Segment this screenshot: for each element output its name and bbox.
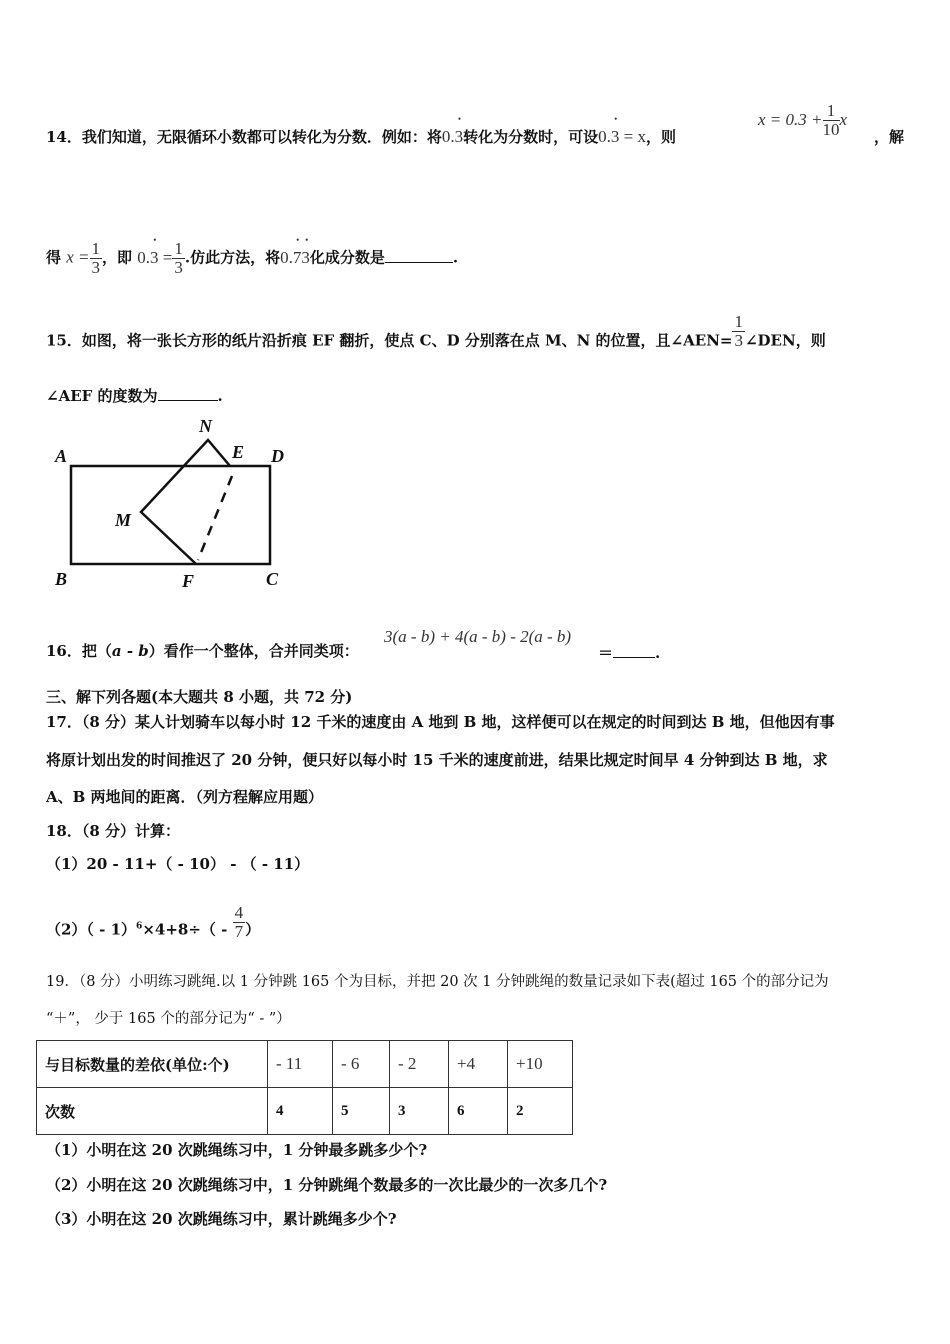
- q19-line1: 19．（8 分）小明练习跳绳.以 1 分钟跳 165 个为目标，并把 20 次 1 分钟跳绳的数量记录如下表(超过 165 个的部分记为: [46, 974, 829, 990]
- label-D: D: [271, 446, 284, 466]
- q18-text: ）: [245, 920, 261, 939]
- q18-text: （2）（ - 1）: [46, 920, 137, 939]
- table-row: [37, 1041, 573, 1088]
- q18-part2: [46, 903, 261, 949]
- q19-question1: （1）小明在这 20 次跳绳练习中，1 分钟最多跳多少个?: [46, 1141, 428, 1159]
- table-cell: 3: [390, 1088, 449, 1135]
- q14-text: 14．我们知道，无限循环小数都可以转化为分数．例如：将: [46, 128, 442, 146]
- denominator: 10: [822, 120, 840, 139]
- table-cell: +4: [449, 1041, 508, 1088]
- denominator: 3: [734, 331, 743, 350]
- label-E: E: [232, 442, 245, 462]
- numerator: 1: [734, 312, 743, 331]
- q16-var: a - b: [111, 642, 149, 660]
- q17-line3: A、B 两地间的距离．（列方程解应用题）: [46, 788, 324, 806]
- table-row: [37, 1088, 573, 1135]
- numerator: 4: [234, 903, 244, 922]
- decimal-value: 0.3: [441, 127, 464, 146]
- q19-question3: （3）小明在这 20 次跳绳练习中，累计跳绳多少个?: [46, 1210, 397, 1228]
- equation-text: 0.3 =: [137, 247, 173, 267]
- numerator: 1: [91, 239, 101, 258]
- label-M: M: [115, 510, 132, 530]
- label-F: F: [182, 571, 195, 591]
- q19-line2: “＋”， 少于 165 个的部分记为“ - ”）: [46, 1011, 291, 1027]
- table-cell: 4: [268, 1088, 333, 1135]
- jump-rope-table: [36, 1040, 573, 1135]
- q18-part1: （1）20 - 11+（ - 10） - （ - 11）: [46, 855, 310, 873]
- equation: [598, 114, 646, 147]
- var: x: [839, 110, 848, 129]
- q14-text: .: [452, 248, 459, 267]
- section-heading: 三、解下列各题(本大题共 8 小题，共 72 分): [46, 688, 353, 706]
- decimal-value: 0.73: [280, 247, 310, 267]
- q14-text: .仿此方法，将: [184, 248, 281, 267]
- denominator: 3: [91, 258, 101, 277]
- q15-text: ∠AEF 的度数为: [46, 387, 158, 405]
- repeat-dot: •: [614, 114, 618, 124]
- q15-text: .: [217, 387, 223, 405]
- table-cell: 6: [449, 1088, 508, 1135]
- q16-line: [46, 641, 359, 661]
- q19-question2: （2）小明在这 20 次跳绳练习中，1 分钟跳绳个数最多的一次比最少的一次多几个?: [46, 1176, 608, 1194]
- q16-expression: 3(a - b) + 4(a - b) - 2(a - b): [384, 627, 572, 646]
- fold-diagram: [0, 0, 320, 600]
- exponent: 6: [136, 921, 143, 932]
- table-cell: - 6: [333, 1041, 390, 1088]
- q17-line1: 17．（8 分）某人计划骑车以每小时 12 千米的速度由 A 地到 B 地，这样便可以在规定的时间到达 B 地，但他因有事: [46, 713, 835, 731]
- table-cell: 5: [333, 1088, 390, 1135]
- equation-text: 0.3 = x: [598, 127, 646, 146]
- q18-title: 18．（8 分）计算：: [46, 822, 181, 840]
- answer-blank[interactable]: [385, 248, 453, 263]
- q14-text: 得: [46, 248, 62, 267]
- q14-text: ，解: [874, 128, 905, 146]
- label-A: A: [55, 446, 68, 466]
- label-N: N: [199, 416, 212, 436]
- table-cell: - 2: [390, 1041, 449, 1088]
- q15-text: 15．如图，将一张长方形的纸片沿折痕 EF 翻折，使点 C、D 分别落在点 M、N 的位置，且∠AEN=: [46, 331, 733, 350]
- label-B: B: [55, 569, 68, 589]
- q16-text: .: [655, 644, 661, 662]
- numerator: 1: [174, 239, 183, 258]
- repeating-decimal: [441, 114, 464, 147]
- q14-equation: [758, 102, 847, 139]
- repeat-dot: •: [153, 234, 157, 245]
- row-header: 次数: [37, 1088, 268, 1135]
- numerator: 1: [823, 102, 840, 121]
- q16-answer: [598, 643, 660, 663]
- q16-text: 16．把（: [46, 642, 112, 660]
- q14-text: 转化为分数时，可设: [463, 128, 599, 146]
- fraction: [233, 904, 246, 941]
- q18-text: ×4+8÷（ -: [142, 920, 233, 939]
- denominator: 3: [174, 258, 183, 277]
- folded-part: [141, 440, 230, 564]
- table-cell: 2: [508, 1088, 573, 1135]
- fold-line-EF: [198, 476, 232, 560]
- q15-text: ∠DEN，则: [744, 331, 826, 350]
- fraction: [823, 102, 840, 139]
- equals: ＝: [598, 644, 614, 662]
- q14-text: ，即: [102, 248, 133, 267]
- q17-line2: 将原计划出发的时间推迟了 20 分钟，便只好以每小时 15 千米的速度前进，结果比规定时间早 4 分钟到达 B 地，求: [46, 751, 828, 769]
- table-cell: - 11: [268, 1041, 333, 1088]
- row-header: 与目标数量的差依(单位:个): [37, 1041, 268, 1088]
- repeat-dot: •: [296, 234, 300, 245]
- q16-text: ）看作一个整体，合并同类项：: [148, 642, 359, 660]
- q14-text: 化成分数是: [309, 248, 385, 267]
- denominator: 7: [234, 922, 244, 941]
- repeat-dot: •: [305, 234, 309, 245]
- table-cell: +10: [508, 1041, 573, 1088]
- equation: x =: [66, 247, 90, 267]
- eq-lhs: x = 0.3 +: [758, 110, 823, 129]
- fraction: [732, 313, 745, 350]
- answer-blank[interactable]: [613, 643, 655, 658]
- label-C: C: [266, 569, 279, 589]
- repeat-dot: •: [457, 114, 462, 124]
- q14-text: ，则: [646, 128, 677, 146]
